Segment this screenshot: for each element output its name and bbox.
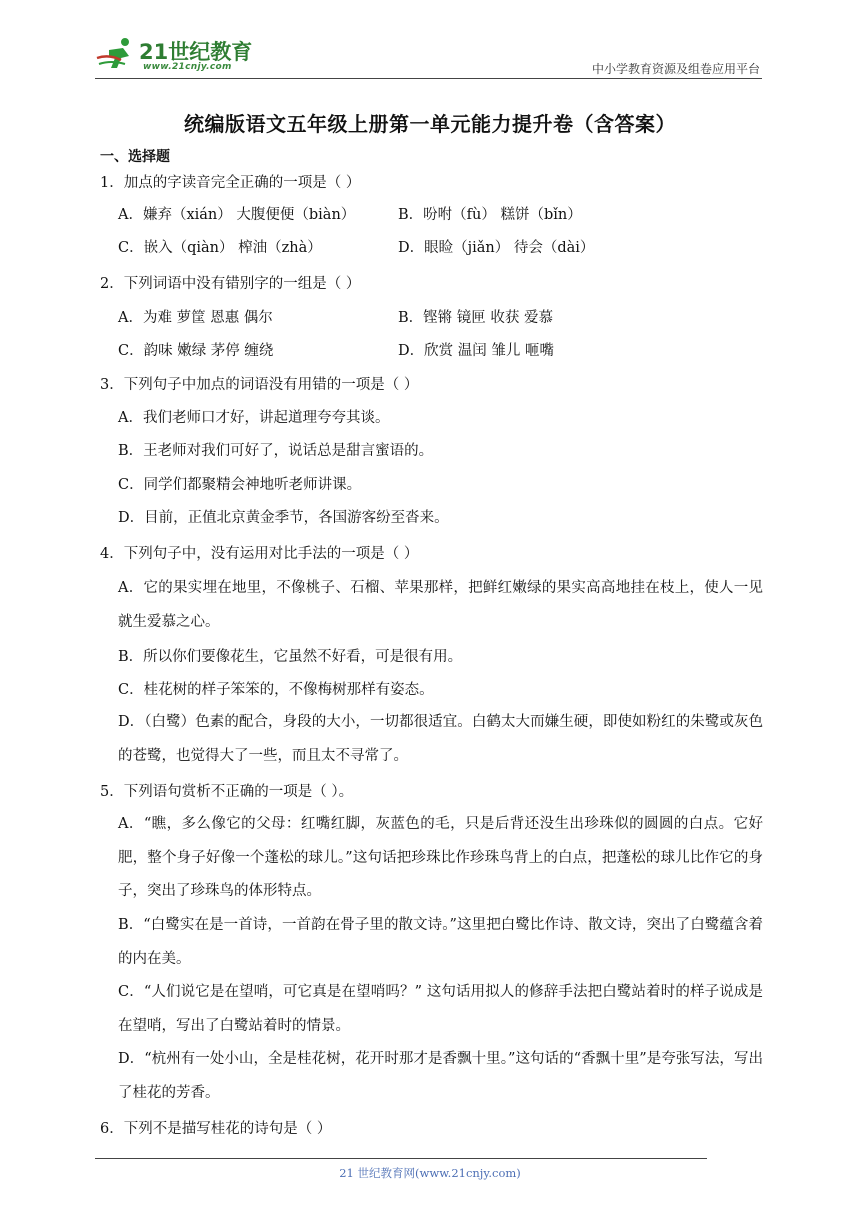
question-2-option-a: A．为难 萝筐 恩惠 偶尔 <box>118 310 273 326</box>
header-divider <box>95 78 762 79</box>
section-heading: 一、选择题 <box>100 149 170 165</box>
question-5-option-b: B．“白鹭实在是一首诗，一首韵在骨子里的散文诗。”这里把白鹭比作诗、散文诗，突出了白鹭蕴含着的内在美。 <box>118 917 763 967</box>
page-header <box>95 30 762 78</box>
question-5-stem: 5．下列语句赏析不正确的一项是（ ）。 <box>100 784 354 800</box>
question-2-option-b: B．铿锵 镜匣 收获 爱慕 <box>398 310 553 326</box>
logo-text: 21世纪教育 <box>139 40 253 64</box>
question-4-option-c: C．桂花树的样子笨笨的，不像梅树那样有姿态。 <box>118 682 434 698</box>
question-4-option-b: B．所以你们要像花生，它虽然不好看，可是很有用。 <box>118 649 463 665</box>
question-4-option-d: D．（白鹭）色素的配合，身段的大小，一切都很适宜。白鹤太大而嫌生硬，即使如粉红的朱鹭或灰色的苍鹭，也觉得大了一些，而且太不寻常了。 <box>118 714 763 764</box>
question-5-option-d: D．“杭州有一处小山，全是桂花树，花开时那才是香飘十里。”这句话的“香飘十里”是夸张写法，写出了桂花的芳香。 <box>118 1051 763 1101</box>
footer-divider <box>95 1158 707 1159</box>
platform-name: 中小学教育资源及组卷应用平台 <box>591 62 760 76</box>
question-3-option-d: D．目前，正值北京黄金季节，各国游客纷至沓来。 <box>118 510 449 526</box>
page-title: 统编版语文五年级上册第一单元能力提升卷（含答案） <box>184 112 676 136</box>
question-4-option-a: A．它的果实埋在地里，不像桃子、石榴、苹果那样，把鲜红嫩绿的果实高高地挂在枝上，使人一见就生爱慕之心。 <box>118 580 763 630</box>
question-1-stem: 1．加点的字读音完全正确的一项是（ ） <box>100 175 361 191</box>
question-1-option-a: A．嫌弃（xián） 大腹便便（biàn） <box>118 207 356 223</box>
question-5-option-a: A．“瞧，多么像它的父母：红嘴红脚，灰蓝色的毛，只是后背还没生出珍珠似的圆圆的白点。它好肥，整个身子好像一个蓬松的球儿。”这句话把珍珠比作珍珠鸟背上的白点，把蓬松的球儿比作它的身子，突出了珍珠鸟的体形特点。 <box>118 816 763 899</box>
question-3-option-b: B．王老师对我们可好了，说话总是甜言蜜语的。 <box>118 443 434 459</box>
question-3-stem: 3．下列句子中加点的词语没有用错的一项是（ ） <box>100 377 419 393</box>
question-5-option-c: C．“人们说它是在望哨，可它真是在望哨吗？” 这句话用拟人的修辞手法把白鹭站着时的样子说成是在望哨，写出了白鹭站着时的情景。 <box>118 984 763 1034</box>
question-2-option-d: D．欣赏 温闰 雏儿 咂嘴 <box>398 343 554 359</box>
question-1-option-b: B．吩咐（fù） 糕饼（bǐn） <box>398 207 582 223</box>
question-2-stem: 2．下列词语中没有错别字的一组是（ ） <box>100 276 361 292</box>
question-3-option-a: A．我们老师口才好，讲起道理夸夸其谈。 <box>118 410 390 426</box>
question-6-stem: 6．下列不是描写桂花的诗句是（ ） <box>100 1121 332 1137</box>
site-logo <box>95 36 265 74</box>
logo-url: www.21cnjy.com <box>143 62 232 72</box>
question-1-option-c: C．嵌入（qiàn） 榨油（zhà） <box>118 240 322 256</box>
question-4-stem: 4．下列句子中，没有运用对比手法的一项是（ ） <box>100 546 419 562</box>
question-2-option-c: C．韵味 嫩绿 茅停 缠绕 <box>118 343 274 359</box>
page-footer: 21 世纪教育网(www.21cnjy.com) <box>339 1166 521 1180</box>
runner-logo-icon <box>95 36 139 74</box>
question-1-option-d: D．眼睑（jiǎn） 待会（dài） <box>398 240 595 256</box>
question-3-option-c: C．同学们都聚精会神地听老师讲课。 <box>118 477 362 493</box>
